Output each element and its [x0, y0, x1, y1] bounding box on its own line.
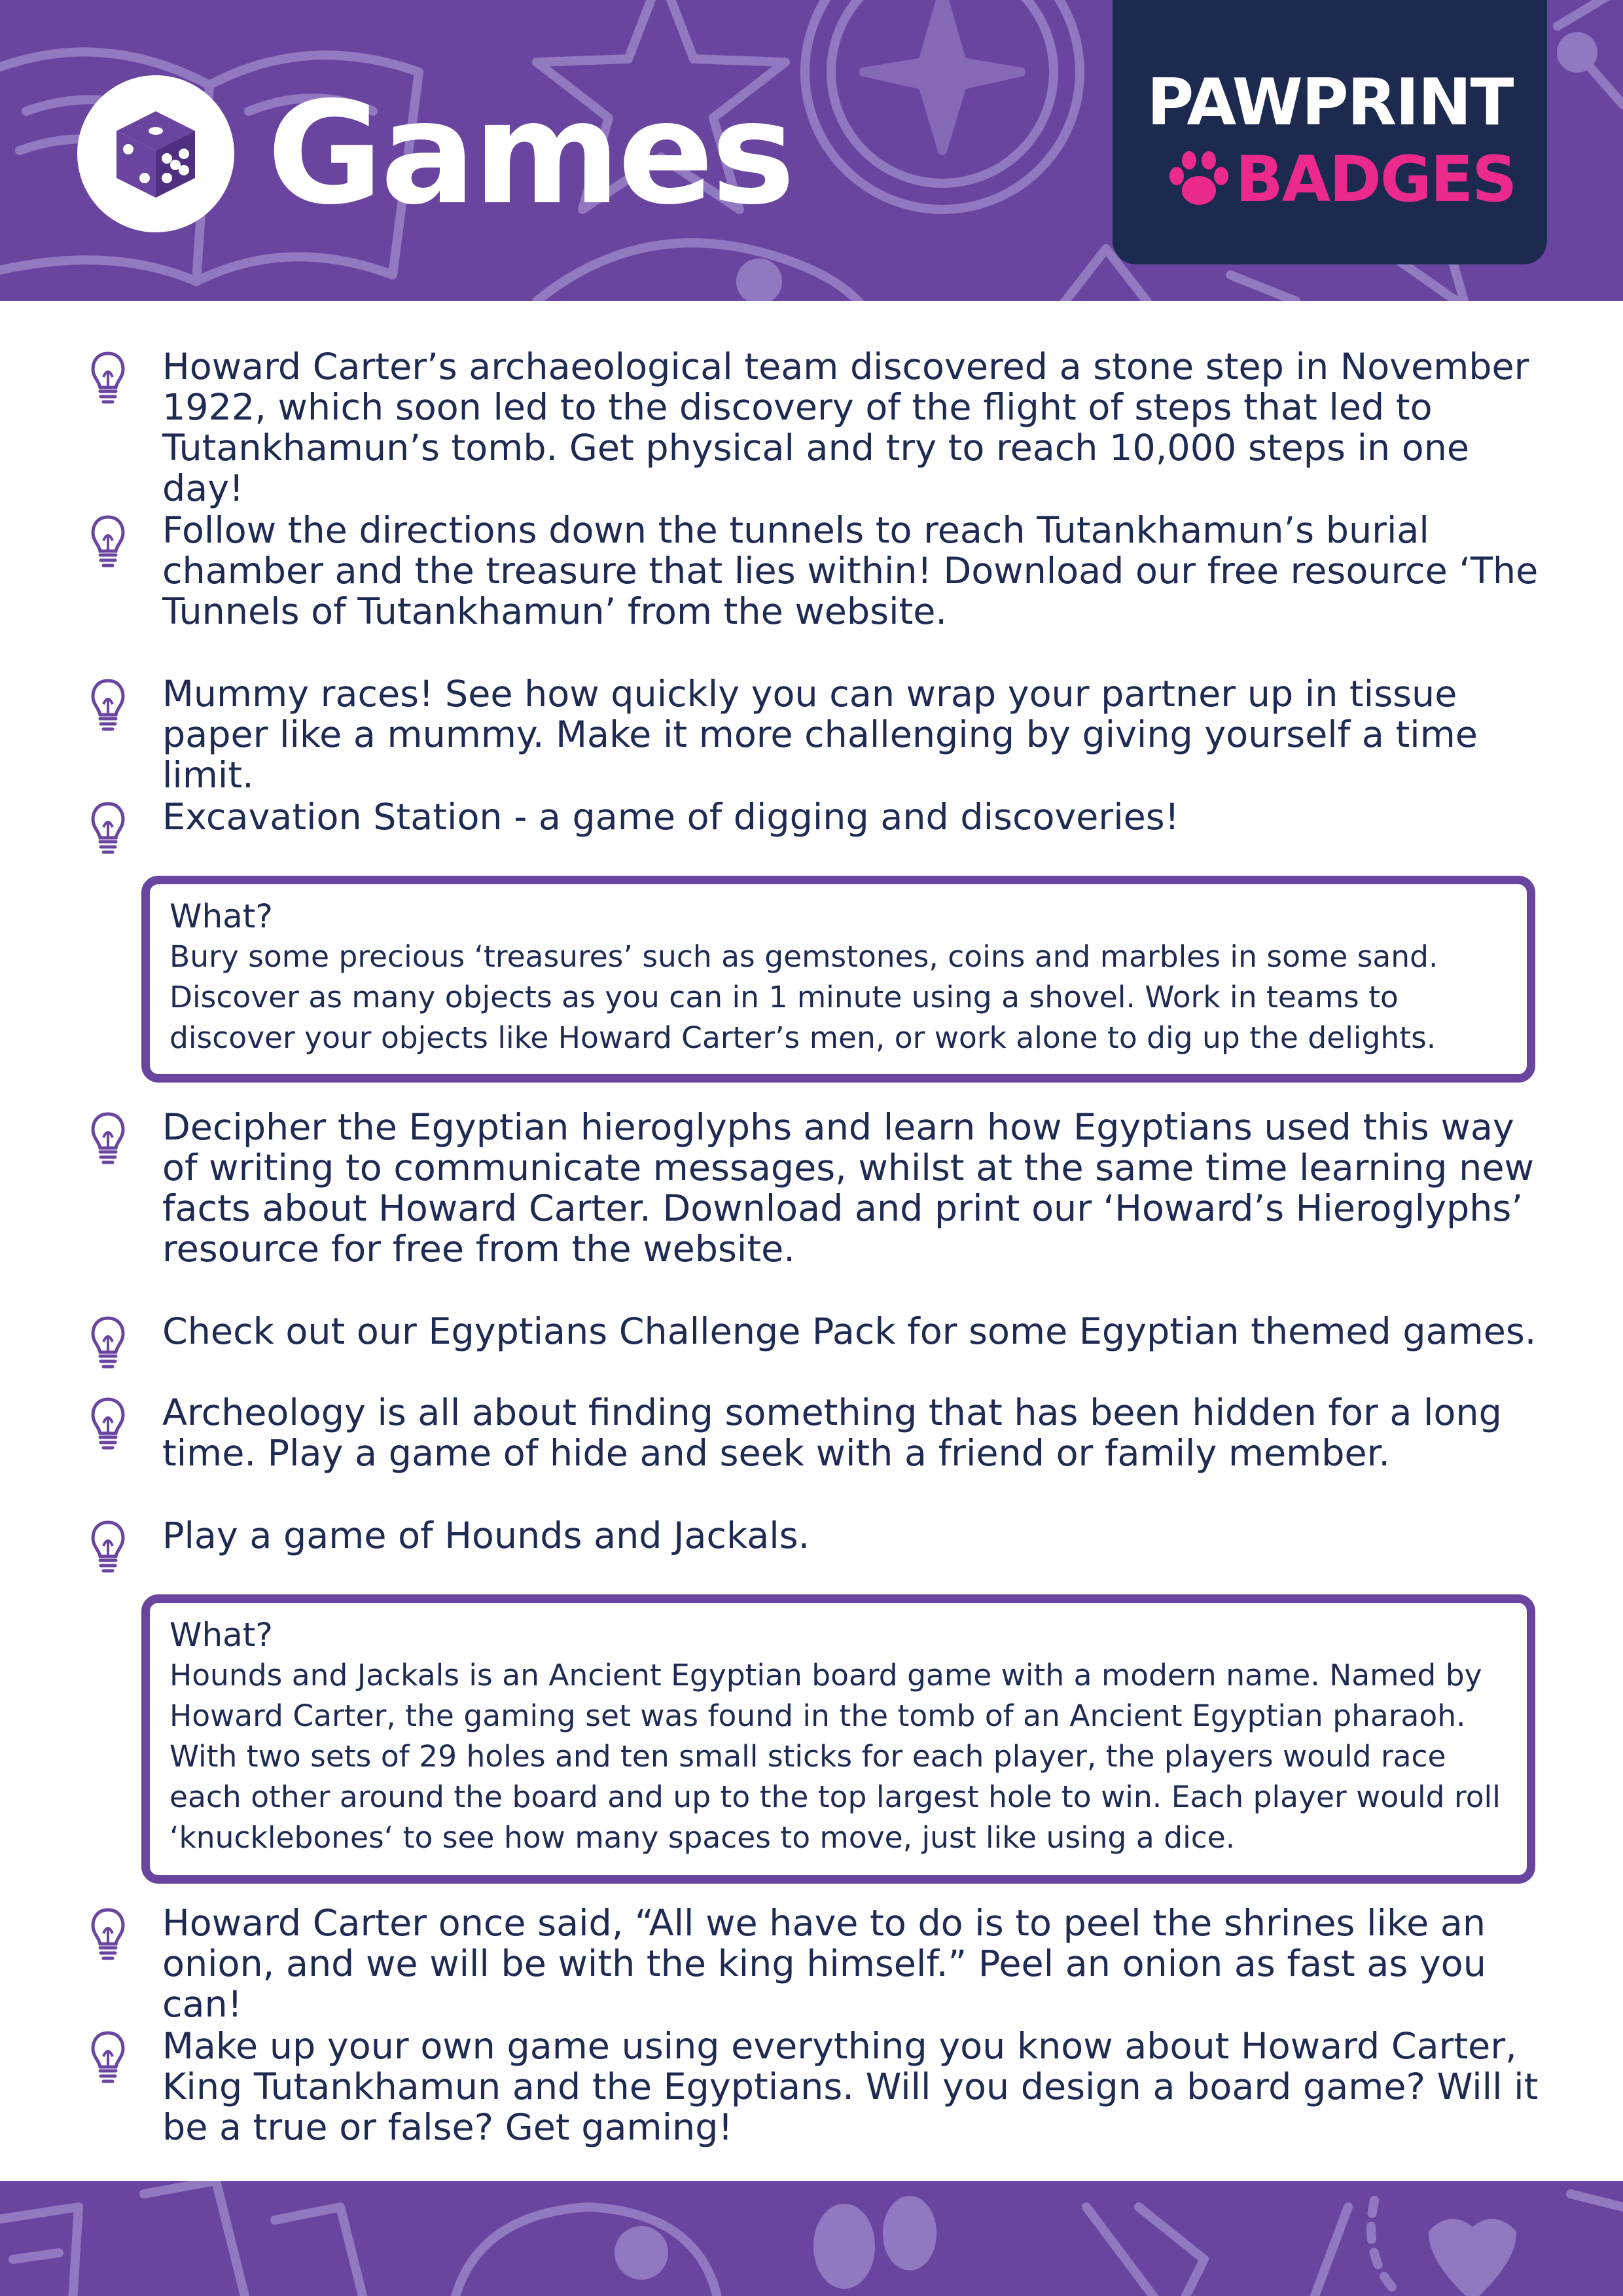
- activity-list: [0, 301, 1623, 2179]
- item-text: Follow the directions down the tunnels to reach Tutankhamun’s burial chamber and the treasure that lies within! Download our free resource ‘The Tunnels of Tutankhamun’ from the website.: [162, 509, 1539, 633]
- dice-icon: [107, 105, 205, 203]
- item-text: Decipher the Egyptian hieroglyphs and learn how Egyptians used this way of writing to communicate messages, whilst at the same time learning new facts about Howard Carter. Download and print our ‘Howard’s Hieroglyphs’ resource for free from the website.: [162, 1106, 1534, 1270]
- box-title: What?: [169, 897, 273, 935]
- pawprint-badges-logo: [1113, 0, 1547, 264]
- list-item: [162, 1393, 1550, 1474]
- lightbulb-icon: [89, 513, 127, 572]
- box-text: Bury some precious ‘treasures’ such as gemstones, coins and marbles in some sand. Discover as many objects as you can in 1 minute using a shovel. Work in teams to discover your objects like Howard Carter’s men, or work alone to dig up the delights.: [169, 939, 1438, 1055]
- list-item: [162, 511, 1550, 632]
- list-item: [162, 1903, 1550, 2025]
- item-text: Howard Carter once said, “All we have to do is to peel the shrines like an onion, and we will be with the king himself.” Peel an onion as fast as you can!: [162, 1902, 1486, 2026]
- list-item: [162, 2026, 1550, 2148]
- paw-icon: [1168, 151, 1230, 207]
- box-text: Hounds and Jackals is an Ancient Egyptian board game with a modern name. Named by Howard Carter, the gaming set was found in the tomb of an Ancient Egyptian pharaoh. With two sets of 29 holes and ten small sticks for each player, the players would race each other around the board and up to the top largest hole to win. Each player would roll ‘knucklebones‘ to see how many spaces to move, just like using a dice.: [169, 1658, 1501, 1855]
- list-item: [162, 347, 1550, 509]
- title-group: [77, 72, 793, 236]
- info-box-hounds-and-jackals: [141, 1594, 1535, 1884]
- lightbulb-icon: [89, 2029, 127, 2088]
- list-item: [162, 797, 1550, 838]
- footer-banner: [0, 2181, 1623, 2296]
- lightbulb-icon: [89, 350, 127, 408]
- lightbulb-icon: [89, 1314, 127, 1373]
- box-title: What?: [169, 1616, 273, 1654]
- item-text: Mummy races! See how quickly you can wrap your partner up in tissue paper like a mummy. Make it more challenging by giving yourself a time limit.: [162, 673, 1478, 797]
- list-item: [162, 1516, 1550, 1556]
- lightbulb-icon: [89, 1906, 127, 1965]
- item-text: Make up your own game using everything you know about Howard Carter, King Tutankhamun and the Egyptians. Will you design a board game? Will it be a true or false? Get gaming!: [162, 2025, 1539, 2149]
- footer-doodle-pattern: [0, 2181, 1623, 2296]
- lightbulb-icon: [89, 800, 127, 859]
- page-title: Games: [267, 71, 793, 236]
- list-item: [162, 1107, 1550, 1270]
- item-text: Check out our Egyptians Challenge Pack for some Egyptian themed games.: [162, 1310, 1537, 1353]
- logo-line-badges: [1152, 143, 1531, 216]
- logo-text-badges: BADGES: [1235, 143, 1516, 216]
- header-banner: [0, 0, 1623, 301]
- lightbulb-icon: [89, 1518, 127, 1577]
- item-text: Play a game of Hounds and Jackals.: [162, 1515, 810, 1557]
- list-item: [162, 1312, 1550, 1352]
- info-box-excavation: [141, 876, 1535, 1083]
- dice-icon-circle: [77, 75, 234, 232]
- item-text: Archeology is all about finding something that has been hidden for a long time. Play a game of hide and seek with a friend or family member.: [162, 1391, 1502, 1475]
- logo-text-pawprint: PAWPRINT: [1147, 65, 1513, 140]
- item-text: Howard Carter’s archaeological team discovered a stone step in November 1922, which soon led to the discovery of the flight of steps that led to Tutankhamun’s tomb. Get physical and try to reach 10,000 steps in one day!: [162, 346, 1529, 510]
- list-item: [162, 674, 1550, 796]
- lightbulb-icon: [89, 677, 127, 736]
- lightbulb-icon: [89, 1110, 127, 1169]
- item-text: Excavation Station - a game of digging and discoveries!: [162, 796, 1179, 838]
- lightbulb-icon: [89, 1395, 127, 1454]
